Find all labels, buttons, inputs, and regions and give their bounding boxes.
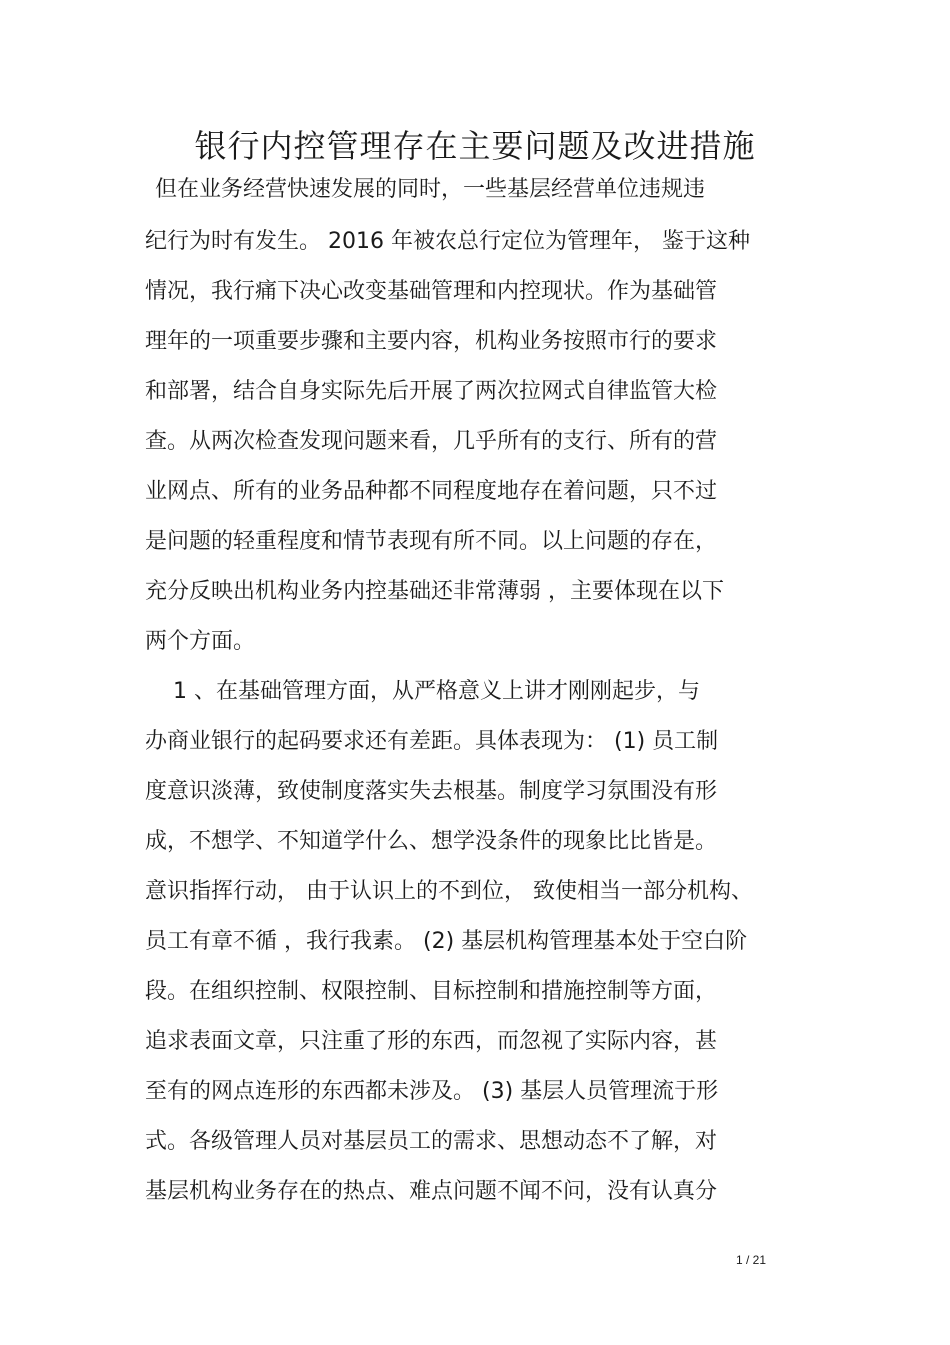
paragraph-line: 理年的一项重要步骤和主要内容，机构业务按照市行的要求 (145, 329, 718, 354)
paragraph-line: 至有的网点连形的东西都未涉及。 (3) 基层人员管理流于形 (145, 1079, 719, 1104)
paragraph-line: 充分反映出机构业务内控基础还非常薄弱 ，主要体现在以下 (145, 579, 724, 604)
page-number: 1 / 21 (736, 1253, 767, 1267)
paragraph-line: 式。各级管理人员对基层员工的需求、思想动态不了解，对 (145, 1129, 718, 1154)
paragraph-line: 成，不想学、不知道学什么、想学没条件的现象比比皆是。 (145, 829, 718, 854)
document-title: 银行内控管理存在主要问题及改进措施 (194, 127, 756, 165)
paragraph-line: 办商业银行的起码要求还有差距。具体表现为： (1) 员工制 (145, 729, 719, 754)
paragraph-line: 1 、在基础管理方面，从严格意义上讲才刚刚起步，与 (173, 679, 700, 704)
paragraph-line: 度意识淡薄，致使制度落实失去根基。制度学习氛围没有形 (145, 779, 718, 804)
paragraph-line: 基层机构业务存在的热点、难点问题不闻不问，没有认真分 (145, 1179, 718, 1204)
paragraph-line: 业网点、所有的业务品种都不同程度地存在着问题，只不过 (145, 479, 718, 504)
paragraph-line: 查。从两次检查发现问题来看，几乎所有的支行、所有的营 (145, 429, 718, 454)
paragraph-line: 和部署，结合自身实际先后开展了两次拉网式自律监管大检 (145, 379, 718, 404)
paragraph-line: 追求表面文章，只注重了形的东西，而忽视了实际内容，甚 (145, 1029, 718, 1054)
paragraph-line: 意识指挥行动， 由于认识上的不到位， 致使相当一部分机构、 (145, 879, 753, 904)
paragraph-line: 但在业务经营快速发展的同时，一些基层经营单位违规违 (155, 177, 706, 202)
paragraph-line: 段。在组织控制、权限控制、目标控制和措施控制等方面， (145, 979, 718, 1004)
paragraph-line: 员工有章不循 ，我行我素。 (2) 基层机构管理基本处于空白阶 (145, 929, 748, 954)
paragraph-line: 情况，我行痛下决心改变基础管理和内控现状。作为基础管 (145, 279, 718, 304)
paragraph-line: 纪行为时有发生。 2016 年被农总行定位为管理年， 鉴于这种 (145, 229, 750, 254)
paragraph-line: 是问题的轻重程度和情节表现有所不同。以上问题的存在， (145, 529, 718, 554)
paragraph-line: 两个方面。 (145, 629, 256, 654)
